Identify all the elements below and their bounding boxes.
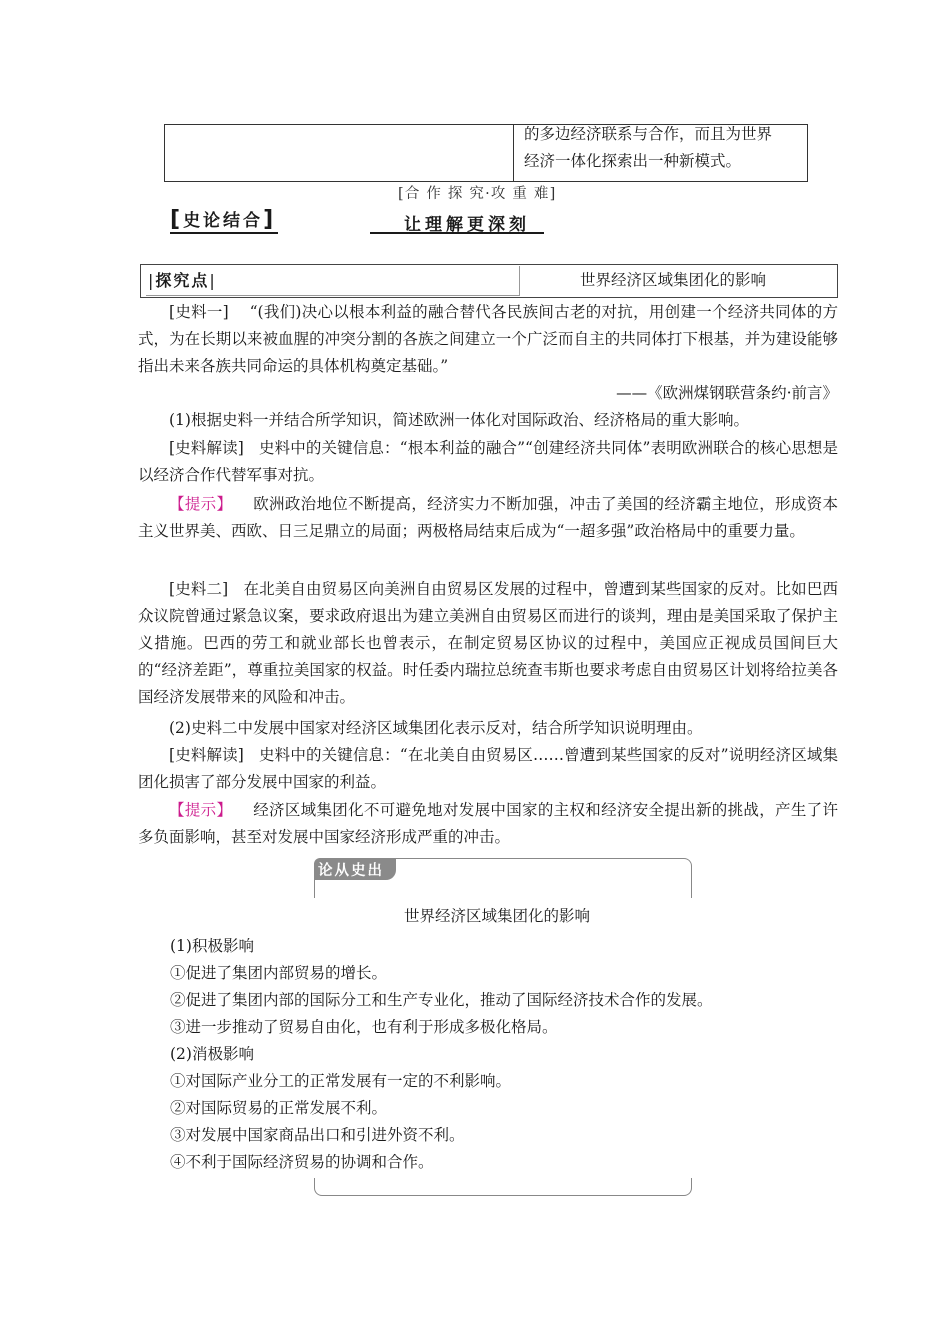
bar-glyph: | xyxy=(148,271,156,290)
material-text: 在北美自由贸易区向美洲自由贸易区发展的过程中，曾遭到某些国家的反对。比如巴西众议院曾通过紧急议案，要求政府退出为建立美洲自由贸易区而进行的谈判，理由是美国采取了保护主义措施。巴西的劳工和就业部长也曾表示，在制定贸易区协议的过程中，美国应正视成员国间巨大的“经济差距”，尊重拉美国家的权益。时任委内瑞拉总统查韦斯也要求考虑自由贸易区计划将给拉美各国经济发展带来的风险和冲击。 xyxy=(138,580,838,706)
left-bracket-glyph: [ xyxy=(170,207,184,232)
material-tag: [史料一] xyxy=(169,303,229,321)
hint-tag: 【提示】 xyxy=(169,801,233,819)
summary-box-tag-text: 论从史出 xyxy=(318,863,384,879)
list-item: ②促进了集团内部的国际分工和生产专业化，推动了国际经济技术合作的发展。 xyxy=(170,991,713,1009)
positive-heading: (1)积极影响 xyxy=(170,937,254,955)
list-item: ④不利于国际经济贸易的协调和合作。 xyxy=(170,1153,434,1171)
negative-heading: (2)消极影响 xyxy=(170,1045,254,1063)
list-item: ①促进了集团内部贸易的增长。 xyxy=(170,964,388,982)
section-heading-right: 让理解更深刻 xyxy=(404,215,530,235)
question-two: (2)史料二中发展中国家对经济区域集团化表示反对，结合所学知识说明理由。 xyxy=(169,719,703,737)
question-one: (1)根据史料一并结合所学知识，简述欧洲一体化对国际政治、经济格局的重大影响。 xyxy=(169,411,749,429)
hint-one xyxy=(138,491,838,545)
interpretation-tag: [史料解读] xyxy=(169,439,244,457)
heading-underline xyxy=(170,232,278,234)
interpretation-two xyxy=(138,742,838,796)
hint-text: 经济区域集团化不可避免地对发展中国家的主权和经济安全提出新的挑战，产生了许多负面影响，甚至对发展中国家经济形成严重的冲击。 xyxy=(138,801,838,846)
explore-point-label xyxy=(148,268,217,291)
list-item: ②对国际贸易的正常发展不利。 xyxy=(170,1099,388,1117)
material-two-paragraph xyxy=(138,576,838,711)
material-citation: ——《欧洲煤钢联营条约·前言》 xyxy=(616,384,838,402)
material-text: “(我们)决心以根本利益的融合替代各民族间古老的对抗，用创建一个经济共同体的方式，为在长期以来被血腥的冲突分割的各族之间建立一个广泛而自主的共同体打下根基，并为建设能够指出未来各族共同命运的具体机构奠定基础。” xyxy=(138,303,838,375)
material-tag: [史料二] xyxy=(169,580,229,598)
heading-left-text: 史论结合 xyxy=(183,211,264,231)
summary-box-title: 世界经济区域集团化的影响 xyxy=(404,907,591,925)
interpretation-tag: [史料解读] xyxy=(169,746,244,764)
table-column-divider xyxy=(513,125,514,181)
table-cell-line: 经济一体化探索出一种新模式。 xyxy=(524,152,742,170)
right-bracket-glyph: ] xyxy=(263,207,277,232)
interpretation-text: 史料中的关键信息：“根本利益的融合”“创建经济共同体”表明欧洲联合的核心思想是以经济合作代替军事对抗。 xyxy=(138,439,839,484)
bar-glyph: | xyxy=(209,271,217,290)
section-heading-left xyxy=(170,206,276,232)
interpretation-text: 史料中的关键信息：“在北美自由贸易区……曾遭到某些国家的反对”说明经济区域集团化损害了部分发展中国家的利益。 xyxy=(138,746,838,791)
hint-text: 欧洲政治地位不断提高，经济实力不断加强，冲击了美国的经济霸主地位，形成资本主义世界美、西欧、日三足鼎立的局面；两极格局结束后成为“一超多强”政治格局中的重要力量。 xyxy=(138,495,838,540)
hint-tag: 【提示】 xyxy=(169,495,233,513)
list-item: ③对发展中国家商品出口和引进外资不利。 xyxy=(170,1126,465,1144)
list-item: ③进一步推动了贸易自由化，也有利于形成多极化格局。 xyxy=(170,1018,558,1036)
explore-point-title: 世界经济区域集团化的影响 xyxy=(580,271,767,289)
list-item: ①对国际产业分工的正常发展有一定的不利影响。 xyxy=(170,1072,512,1090)
interpretation-one xyxy=(138,435,838,489)
material-one-paragraph xyxy=(138,299,838,380)
summary-box-frame-bottom xyxy=(314,1178,692,1196)
explore-label-text: 探究点 xyxy=(155,271,210,290)
heading-underline xyxy=(370,232,544,234)
hint-two xyxy=(138,797,838,851)
table-cell-line: 的多边经济联系与合作，而且为世界 xyxy=(524,125,773,143)
section-subtitle: [合 作 探 究·攻 重 难] xyxy=(398,186,557,202)
